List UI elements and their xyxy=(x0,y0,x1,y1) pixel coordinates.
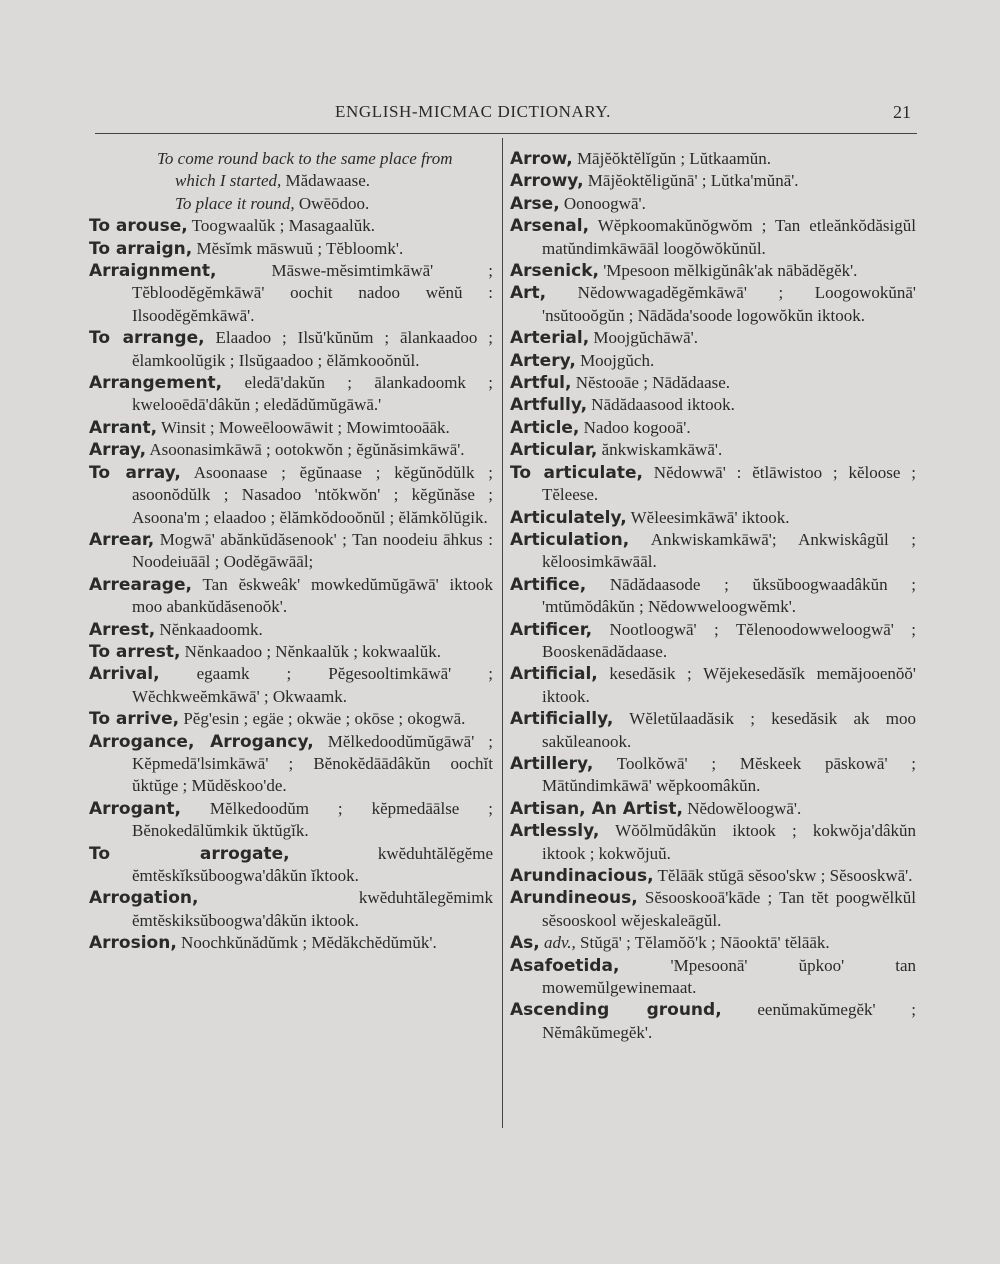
dictionary-entry xyxy=(89,843,493,888)
dictionary-entry xyxy=(89,708,493,730)
dictionary-entry xyxy=(510,372,916,394)
headword: To array, xyxy=(89,462,181,483)
definition: Wĕleesimkāwā' iktook. xyxy=(626,507,790,527)
headword: Artifice, xyxy=(510,574,587,595)
dictionary-entry xyxy=(510,574,916,619)
dictionary-entry xyxy=(510,507,916,529)
part-of-speech: adv., xyxy=(539,933,576,953)
dictionary-entry xyxy=(510,865,916,887)
dictionary-entry xyxy=(510,619,916,664)
definition: 'Mpesoonā' ŭpkoo' tan mowemŭlgewinemaat. xyxy=(542,955,916,998)
dictionary-entry xyxy=(510,148,916,170)
headword: Artificially, xyxy=(510,709,614,730)
definition: Asoonasimkāwā ; ootokwŏn ; ĕgŭnăsimkāwā'. xyxy=(146,440,465,460)
headword: Array, xyxy=(89,440,147,461)
definition: Nĕstooāe ; Nādădaase. xyxy=(571,373,731,393)
definition: Mĕlkedoodŭmŭgāwā' ; Kĕpmedā'lsimkāwā' ; Bĕnokĕdāādâkŭn oochĭt ŭktŭge ; Mŭdĕskoo'de. xyxy=(132,731,493,796)
dictionary-entry xyxy=(89,731,493,798)
dictionary-entry xyxy=(89,798,493,843)
dictionary-entry xyxy=(510,170,916,192)
headword: Arrogant, xyxy=(89,798,181,819)
headword: To articulate, xyxy=(510,462,643,483)
definition: Moojgŭch. xyxy=(575,350,655,370)
headword: Arse, xyxy=(510,193,560,214)
dictionary-entry xyxy=(510,820,916,865)
headword: Article, xyxy=(510,417,580,438)
dictionary-entry xyxy=(89,372,493,417)
definition: Nĕdowĕloogwā'. xyxy=(682,798,802,818)
dictionary-entry xyxy=(89,529,493,574)
header-rule xyxy=(95,133,917,134)
dictionary-entry xyxy=(510,215,916,260)
definition: Nādădaasood iktook. xyxy=(587,395,735,415)
definition: kesedăsik ; Wĕjekesedăsĭk memăjooenŏŏ' iktook. xyxy=(542,664,916,706)
definition: Nootloogwā' ; Tĕlenoodowweloogwā' ; Booskenādădaase. xyxy=(542,619,916,661)
dictionary-entry xyxy=(510,417,916,439)
dictionary-entry xyxy=(510,887,916,932)
dictionary-entry xyxy=(510,260,916,282)
definition: Mājĕoktĕligŭnā' ; Lŭtka'mŭnā'. xyxy=(583,171,799,191)
definition: Mĕsĭmk māswuŭ ; Tĕbloomk'. xyxy=(192,238,404,258)
dictionary-entry xyxy=(510,932,916,954)
definition: eledā'dakŭn ; ālankadoomk ; kwelooēdā'dâkŭn ; eledădŭmŭgāwā.' xyxy=(132,373,493,415)
headword: To arrange, xyxy=(89,328,205,349)
page-header xyxy=(95,100,915,130)
headword: To arrive, xyxy=(89,709,180,730)
dictionary-entry xyxy=(510,529,916,574)
headword: Arraignment, xyxy=(89,261,217,282)
definition: Toolkŏwā' ; Mĕskeek pāskowā' ; Mātŭndimkāwā' wĕpkoomâkŭn. xyxy=(542,753,916,796)
headword: Artery, xyxy=(510,350,576,371)
dictionary-entry xyxy=(510,394,916,416)
headword: To arrest, xyxy=(89,641,181,662)
definition: Sĕsooskooā'kāde ; Tan tĕt poogwĕlkŭl sĕsooskool wĕjeskaleāgŭl. xyxy=(542,888,916,930)
dictionary-entry xyxy=(89,260,493,327)
dictionary-entry xyxy=(89,417,493,439)
dictionary-entry xyxy=(89,663,493,708)
headword: Arrow, xyxy=(510,149,573,169)
dictionary-entry xyxy=(510,798,916,820)
definition: Pĕg'esin ; egäe ; okwäe ; okōse ; okogwā. xyxy=(179,709,466,729)
definition: Toogwaalŭk ; Masagaalŭk. xyxy=(187,216,376,236)
definition: eenŭmakŭmegĕk' ; Nĕmâkŭmegĕk'. xyxy=(542,1000,916,1042)
headword: Arrosion, xyxy=(89,933,177,954)
dictionary-entry xyxy=(89,641,493,663)
dictionary-entry xyxy=(89,462,493,529)
definition: Nĕnkaadoo ; Nĕnkaalŭk ; kokwaalŭk. xyxy=(180,641,442,661)
headword: Artisan, An Artist, xyxy=(510,798,683,819)
headword: Arterial, xyxy=(510,328,590,349)
headword: To arraign, xyxy=(89,238,193,259)
definition: Wĕletŭlaadăsik ; kesedăsik ak moo sakŭleanook. xyxy=(542,709,916,751)
headword: To arouse, xyxy=(89,216,188,237)
definition: Wŏŏlmŭdâkŭn iktook ; kokwŏja'dâkŭn iktook ; kokwŏjuŭ. xyxy=(542,821,916,863)
definition: Stŭgā' ; Tĕlamŏŏ'k ; Nāooktā' tĕlāāk. xyxy=(575,933,830,953)
definition: Moojgŭchāwā'. xyxy=(589,328,698,348)
headword: Artillery, xyxy=(510,753,594,774)
headword: Arrowy, xyxy=(510,171,584,192)
headword: Arrear, xyxy=(89,529,155,550)
dictionary-entry xyxy=(89,574,493,619)
headword: Arsenal, xyxy=(510,216,590,237)
dictionary-entry xyxy=(510,282,916,327)
headword: Artificer, xyxy=(510,619,593,640)
definition: Winsit ; Moweēloowāwit ; Mowimtooāāk. xyxy=(157,417,450,437)
running-title: ENGLISH-MICMAC DICTIONARY. xyxy=(335,102,611,121)
headword: Arrearage, xyxy=(89,574,192,595)
definition: Oonoogwā'. xyxy=(559,193,646,213)
definition: Tan ĕskweâk' mowkedŭmŭgāwā' iktook moo abankŭdăsenoŏk'. xyxy=(132,574,493,617)
headword: Artlessly, xyxy=(510,821,600,842)
dictionary-entry xyxy=(510,708,916,753)
entry-italic-line: To come round back to the same place from xyxy=(157,149,453,168)
headword: Arrant, xyxy=(89,417,158,438)
dictionary-entry xyxy=(510,350,916,372)
definition: ănkwiskamkāwā'. xyxy=(597,440,723,460)
headword: Asafoetida, xyxy=(510,955,620,976)
dictionary-entry xyxy=(510,193,916,215)
headword: Arrogance, Arrogancy, xyxy=(89,731,314,752)
dictionary-entry xyxy=(510,462,916,507)
headword: Artificial, xyxy=(510,664,598,685)
headword: To arrogate, xyxy=(89,843,290,864)
definition: Nĕdowwā' : ĕtlāwistoo ; kĕloose ; Tĕleese. xyxy=(542,462,916,505)
dictionary-entry xyxy=(89,327,493,372)
definition: Nĕnkaadoomk. xyxy=(155,619,263,639)
headword: Arrival, xyxy=(89,664,160,685)
headword: Artfully, xyxy=(510,395,588,416)
dictionary-entry xyxy=(510,955,916,1000)
headword: Arsenick, xyxy=(510,261,599,282)
definition: Noochkŭnădŭmk ; Mĕdăkchĕdŭmŭk'. xyxy=(176,933,437,953)
dictionary-entry xyxy=(89,932,493,954)
entry-italic-line: which I started, Mădawaase. xyxy=(175,171,370,191)
column-divider xyxy=(502,138,503,1128)
definition: egaamk ; Pĕgesooltimkāwā' ; Wĕchkweĕmkāwā' ; Okwaamk. xyxy=(132,664,493,706)
dictionary-entry xyxy=(510,999,916,1044)
definition: Wĕpkoomakŭnŏgwŏm ; Tan etleănkŏdăsigŭl matŭndimkāwāāl loogŏwŏkŭnŭl. xyxy=(542,216,916,258)
headword: Ascending ground, xyxy=(510,1000,722,1021)
dictionary-entry xyxy=(510,663,916,708)
headword: Articulately, xyxy=(510,507,627,528)
definition: Mogwā' abănkŭdăsenook' ; Tan noodeiu āhkus : Noodeiuāāl ; Oodĕgāwāāl; xyxy=(132,529,493,572)
headword: Arundinacious, xyxy=(510,866,654,886)
dictionary-entry xyxy=(89,619,493,641)
dictionary-entry xyxy=(89,215,493,237)
definition: Nĕdowwagadĕgĕmkāwā' ; Loogowokŭnā' 'nsŭtooŏgŭn ; Nādăda'soode logowŏkŭn iktook. xyxy=(542,283,916,325)
right-column xyxy=(510,148,916,1044)
dictionary-entry xyxy=(510,753,916,798)
headword: Articular, xyxy=(510,440,598,461)
left-column xyxy=(89,148,493,955)
headword: Arrest, xyxy=(89,619,156,640)
entry-italic-line: To place it round, Owēōdoo. xyxy=(175,193,370,213)
headword: Arrogation, xyxy=(89,888,199,909)
headword: Arrangement, xyxy=(89,373,223,394)
definition: Asoonaase ; ĕgŭnaase ; kĕgŭnŏdŭlk ; asoonŏdŭlk ; Nasadoo 'ntŏkwŏn' ; kĕgŭnăse ; Asoona'm ; elaadoo ; ĕlămkŏdooŏnŭl ; ĕlămkŏlŭgik. xyxy=(132,462,493,527)
dictionary-entry xyxy=(510,327,916,349)
page-number: 21 xyxy=(893,102,911,122)
definition: kwĕduhtălĕgĕme ĕmtĕskĭksŭboogwa'dâkŭn ĭktook. xyxy=(132,843,493,885)
headword: As, xyxy=(510,933,540,954)
headword: Arundineous, xyxy=(510,888,638,909)
definition: Nādădaasode ; ŭksŭboogwaadâkŭn ; 'mtŭmŏdâkŭn ; Nĕdowweloogwĕmk'. xyxy=(542,574,916,617)
definition: Māswe-mĕsimtimkāwā' ; Tĕbloodĕgĕmkāwā' oochit nadoo wĕnŭ : Ilsoodĕgĕmkāwā'. xyxy=(132,261,493,325)
definition: Mājĕŏktĕlĭgŭn ; Lŭtkaamŭn. xyxy=(572,149,771,168)
headword: Artful, xyxy=(510,373,572,394)
headword: Art, xyxy=(510,283,547,304)
definition: kwĕduhtălegĕmimk ĕmtĕskiksŭboogwa'dâkŭn iktook. xyxy=(132,888,493,930)
definition: 'Mpesoon mĕlkigŭnâk'ak nābădĕgĕk'. xyxy=(598,261,858,281)
definition: Ankwiskamkāwā'; Ankwiskâgŭl ; kĕloosimkāwāāl. xyxy=(542,529,916,572)
definition: Tĕlāāk stŭgā sĕsoo'skw ; Sĕsooskwā'. xyxy=(653,866,913,885)
headword: Articulation, xyxy=(510,529,630,550)
definition: Nadoo kogooā'. xyxy=(579,417,691,437)
definition: Mĕlkedoodŭm ; kĕpmedāālse ; Bĕnokedālŭmkik ŭktŭgĭk. xyxy=(132,798,493,841)
dictionary-entry xyxy=(89,238,493,260)
dictionary-entry xyxy=(510,439,916,461)
definition: Elaadoo ; Ilsŭ'kŭnŭm ; ālankaadoo ; ĕlamkoolŭgik ; Ilsŭgaadoo ; ĕlămkooŏnŭl. xyxy=(132,328,494,370)
dictionary-entry xyxy=(89,887,493,932)
dictionary-entry xyxy=(89,439,493,461)
